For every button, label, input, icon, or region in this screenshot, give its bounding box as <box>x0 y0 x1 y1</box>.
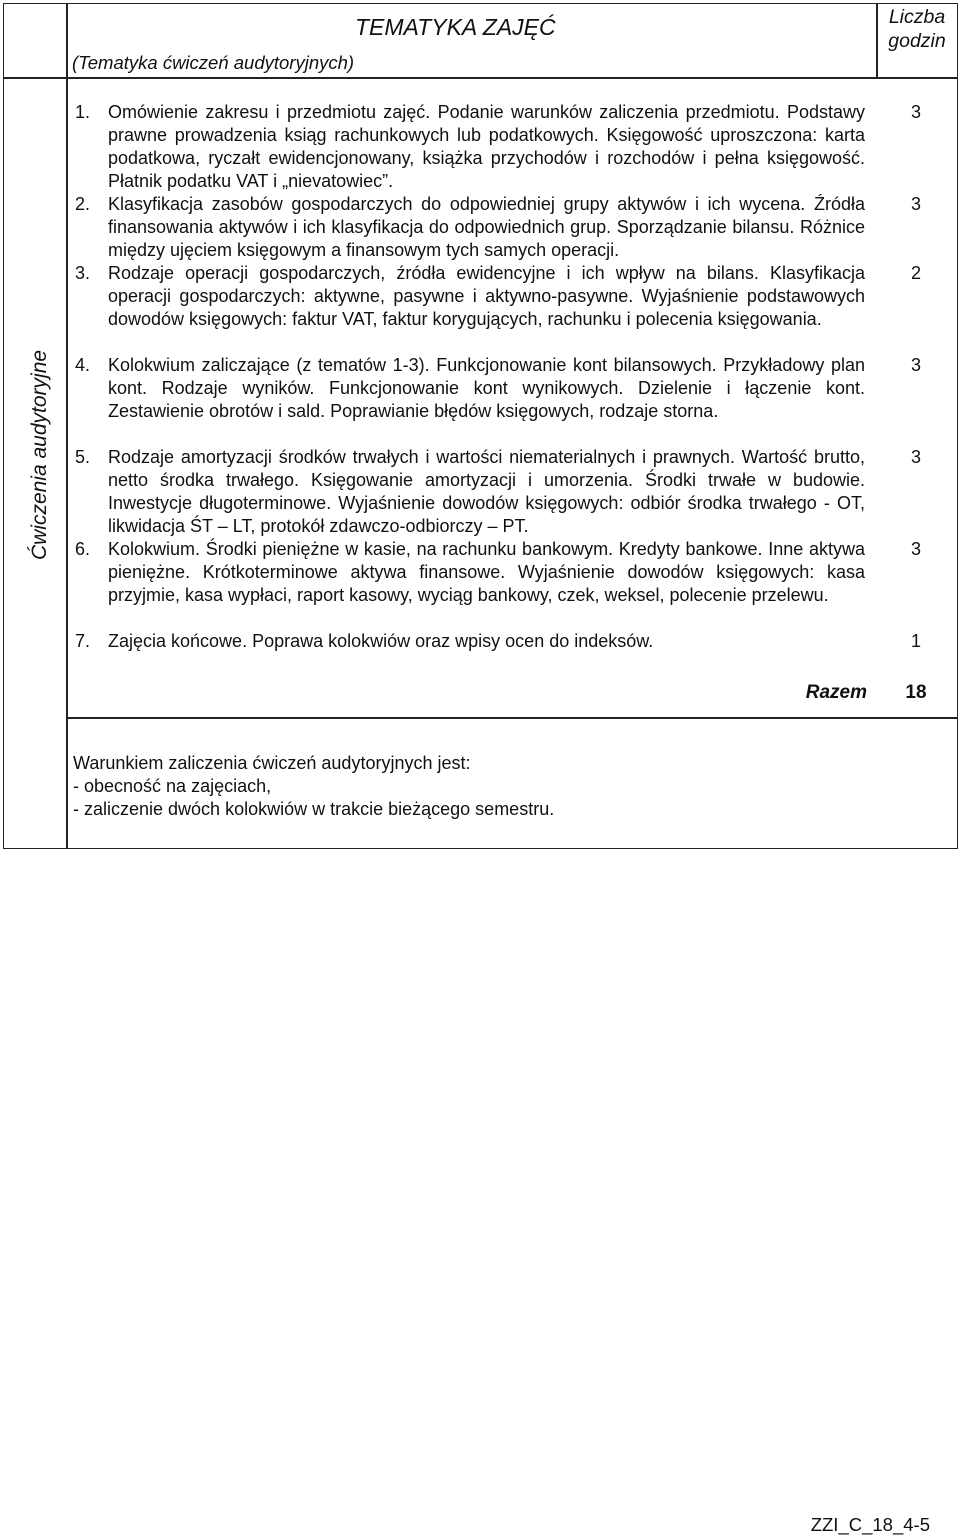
topic-text: Kolokwium zaliczające (z tematów 1-3). Funkcjonowanie kont bilansowych. Przykładowy plan kont. Rodzaje wyników. Funkcjonowanie kont wynikowych. Dzielenie i łączenie kont. Zestawienie obrotów i sald. Poprawianie błędów księgowych, rodzaje storna. <box>108 355 865 421</box>
topic-item <box>75 101 865 193</box>
topic-item <box>75 446 865 538</box>
hours-header-line2: godzin <box>888 30 946 52</box>
topic-item <box>75 262 865 354</box>
topic-number: 5. <box>75 447 91 467</box>
topic-number: 4. <box>75 355 91 375</box>
topic-number: 3. <box>75 263 91 283</box>
topic-hours: 3 <box>910 355 921 375</box>
topic-hours: 3 <box>910 194 921 214</box>
side-column-divider <box>66 3 68 849</box>
topic-number: 2. <box>75 194 91 214</box>
hours-header-line1: Liczba <box>888 6 946 28</box>
total-label: Razem <box>805 682 867 703</box>
topic-hours: 1 <box>910 631 921 651</box>
topic-item <box>75 354 865 446</box>
topic-number: 1. <box>75 102 91 122</box>
side-label <box>15 60 65 850</box>
side-label-text: Ćwiczenia audytoryjne <box>28 349 52 561</box>
topic-hours: 3 <box>910 102 921 122</box>
conditions-divider <box>66 717 958 719</box>
hours-column-header <box>878 5 956 53</box>
topic-item <box>75 630 865 653</box>
topic-item <box>75 538 865 630</box>
topic-text: Omówienie zakresu i przedmiotu zajęć. Podanie warunków zaliczenia przedmiotu. Podstawy prawne prowadzenia ksiąg rachunkowych lub podatkowych. Księgowość uproszczona: karta podatkowa, ryczałt ewidencjonowany, książka przychodów i rozchodów i pełna księgowość. Płatnik podatku VAT i „nievatowiec”. <box>108 102 865 191</box>
document-code: ZZI_C_18_4-5 <box>810 1514 930 1535</box>
header-divider <box>3 77 958 79</box>
page-subtitle: (Tematyka ćwiczeń audytoryjnych) <box>72 52 355 73</box>
total-hours: 18 <box>905 682 927 703</box>
conditions-intro: Warunkiem zaliczenia ćwiczeń audytoryjnych jest: <box>73 753 471 773</box>
topic-hours: 3 <box>910 447 921 467</box>
topic-list <box>75 101 865 653</box>
topic-text: Zajęcia końcowe. Poprawa kolokwiów oraz wpisy ocen do indeksów. <box>108 631 654 651</box>
page-title: TEMATYKA ZAJĘĆ <box>355 14 556 40</box>
topic-hours: 3 <box>910 539 921 559</box>
topic-text: Klasyfikacja zasobów gospodarczych do odpowiedniej grupy aktywów i ich wycena. Źródła finansowania aktywów i ich klasyfikacja do odpowiednich grup. Sporządzanie bilansu. Różnice między ujęciem księgowym a finansowym tych samych operacji. <box>108 194 865 260</box>
condition-item: - obecność na zajęciach, <box>73 776 272 796</box>
topic-hours: 2 <box>910 263 921 283</box>
topic-number: 6. <box>75 539 91 559</box>
topic-item <box>75 193 865 262</box>
condition-item: - zaliczenie dwóch kolokwiów w trakcie bieżącego semestru. <box>73 799 555 819</box>
pass-conditions <box>73 752 554 821</box>
topic-number: 7. <box>75 631 91 651</box>
topic-text: Rodzaje amortyzacji środków trwałych i wartości niematerialnych i prawnych. Wartość brutto, netto środka trwałego. Księgowanie amortyzacji i umorzenia. Środki trwałe w budowie. Inwestycje długoterminowe. Wyjaśnienie dowodów księgowych: odbiór środka trwałego - OT, likwidacja ŚT – LT, protokół zdawczo-odbiorczy – PT. <box>108 447 865 536</box>
topic-text: Rodzaje operacji gospodarczych, źródła ewidencyjne i ich wpływ na bilans. Klasyfikacja operacji gospodarczych: aktywne, pasywne i aktywno-pasywne. Wyjaśnienie podstawowych dowodów księgowych: faktur VAT, faktur korygujących, rachunku i polecenia księgowania. <box>108 263 865 329</box>
topic-text: Kolokwium. Środki pieniężne w kasie, na rachunku bankowym. Kredyty bankowe. Inne aktywa pieniężne. Krótkoterminowe aktywa finansowe. Wyjaśnienie dowodów księgowych: kasa przyjmie, kasa wypłaci, raport kasowy, wyciąg bankowy, czek, weksel, polecenie przelewu. <box>108 539 865 605</box>
